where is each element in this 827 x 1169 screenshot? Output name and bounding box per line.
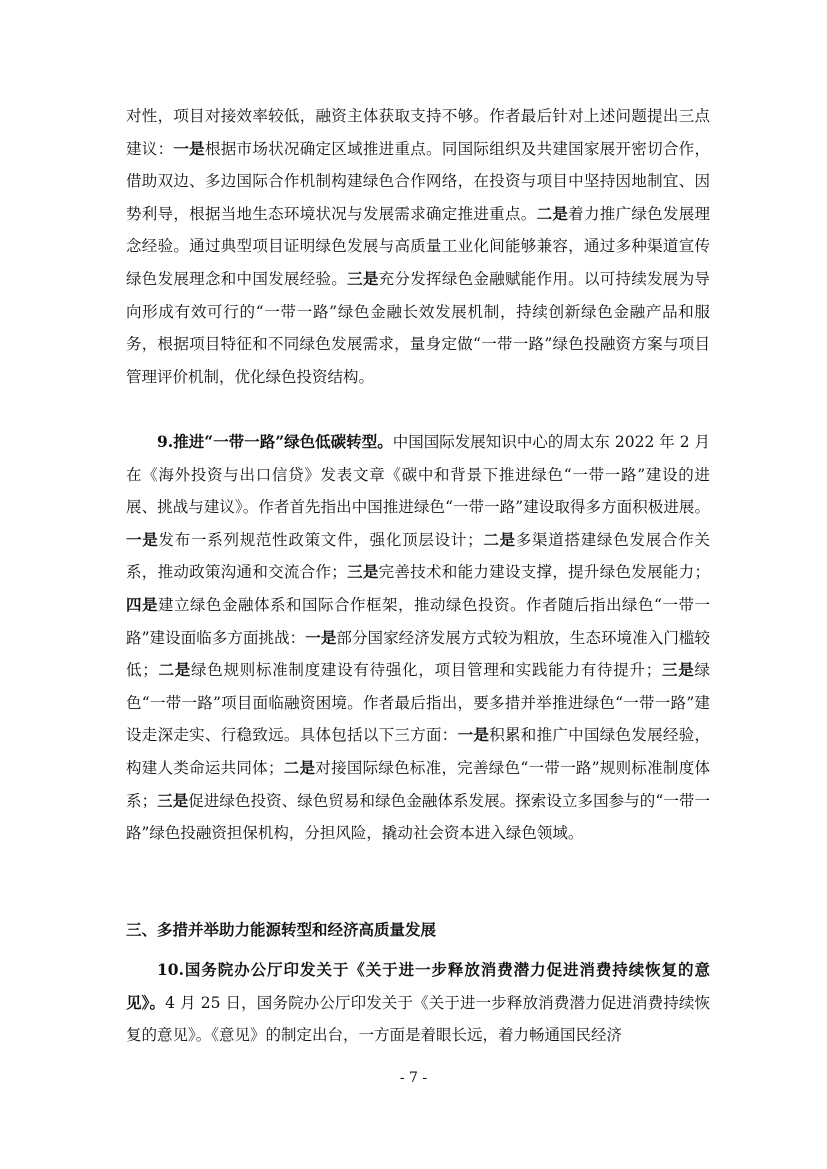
paragraph-item-9-green-transition	[126, 426, 710, 850]
bold-text-run: 9.推进“一带一路”绿色低碳转型。	[157, 432, 393, 451]
text-run: 充分发挥绿色金融赋能作用。以可持续发展为导向形成有效可行的“一带一路”绿色金融长效发展机制，持续创新绿色金融产品和服务，根据项目特征和不同绿色发展需求，量身定做“一带一路”绿色投融资方案与项目管理评价机制，优化绿色投资结构。	[126, 269, 710, 386]
bold-text-run: 三是	[347, 268, 379, 288]
bold-text-run: 二是	[482, 529, 516, 549]
bold-text-run: 二是	[157, 660, 191, 680]
bold-text-run: 一是	[173, 138, 205, 158]
bold-text-run: 四是	[126, 594, 159, 614]
text-run: 发布一系列规范性政策文件，强化顶层设计；	[158, 530, 483, 549]
bold-text-run: 一是	[305, 627, 337, 647]
paragraph-item-10-consumption	[126, 954, 710, 1052]
text-run: 建立绿色金融体系和国际合作框架，推动绿色投资。作者随后指出绿色“一带一路”建设面临多方面挑战：	[126, 595, 710, 647]
bold-text-run: 三是	[157, 790, 189, 810]
text-run: 完善技术和能力建设支撑，提升绿色发展能力；	[378, 563, 710, 582]
text-run: 4 月 25 日，国务院办公厅印发关于《关于进一步释放消费潜力促进消费持续恢复的意见》。《意见》的制定出台，一方面是着眼长远，着力畅通国民经济	[126, 993, 710, 1045]
text-run: 部分国家经济发展方式较为粗放，生态环境准入门槛较低；	[126, 628, 710, 680]
text-run: 着力推广绿色发展理念经验。通过典型项目证明绿色发展与高质量工业化间能够兼容，通过多种渠道宣传绿色发展理念和中国发展经验。	[126, 204, 710, 288]
text-run: 多渠道搭建绿色发展合作关系，推动政策沟通和交流合作；	[126, 530, 710, 582]
bold-text-run: 三是	[661, 660, 695, 680]
text-run: 绿色“一带一路”项目面临融资困境。作者最后指出，要多措并举推进绿色“一带一路”建设走深走实、行稳致远。具体包括以下三方面：	[126, 661, 710, 745]
bold-text-run: 一是	[457, 725, 490, 745]
bold-text-run: 一是	[126, 529, 159, 549]
text-run: 促进绿色投资、绿色贸易和绿色金融体系发展。探索设立多国参与的“一带一路”绿色投融资担保机构，分担风险，撬动社会资本进入绿色领域。	[126, 791, 710, 843]
paragraph-green-finance-suggestions	[126, 100, 710, 393]
bold-text-run: 三是	[346, 562, 379, 582]
section-heading: 三、多措并举助力能源转型和经济高质量发展	[126, 920, 437, 939]
text-run: 中国国际发展知识中心的周太东 2022 年 2 月在《海外投资与出口信贷》发表文章《碳中和背景下推进绿色“一带一路”建设的进展、挑战与建议》。作者首先指出中国推进绿色“一带一路”建设取得多方面积极进展。	[126, 433, 710, 517]
bold-text-run: 二是	[536, 203, 569, 223]
page-number: - 7 -	[399, 1070, 428, 1086]
bold-text-run: 二是	[283, 757, 316, 777]
text-run: 积累和推广中国绿色发展经验，构建人类命运共同体；	[126, 726, 710, 777]
text-run: 绿色规则标准制度建设有待强化，项目管理和实践能力有待提升；	[190, 661, 662, 680]
bold-text-run: 10.国务院办公厅印发关于《关于进一步释放消费潜力促进消费持续恢复的意见》。	[126, 960, 710, 1012]
text-run: 根据市场状况确定区域推进重点。同国际组织及共建国家展开密切合作，借助双边、多边国际合作机制构建绿色合作网络，在投资与项目中坚持因地制宜、因势利导，根据当地生态环境状况与发展需求确定推进重点。	[126, 139, 710, 223]
text-run: 对性，项目对接效率较低，融资主体获取支持不够。作者最后针对上述问题提出三点建议：	[126, 107, 710, 158]
text-run: 对接国际绿色标准，完善绿色“一带一路”规则标准制度体系；	[126, 758, 710, 810]
